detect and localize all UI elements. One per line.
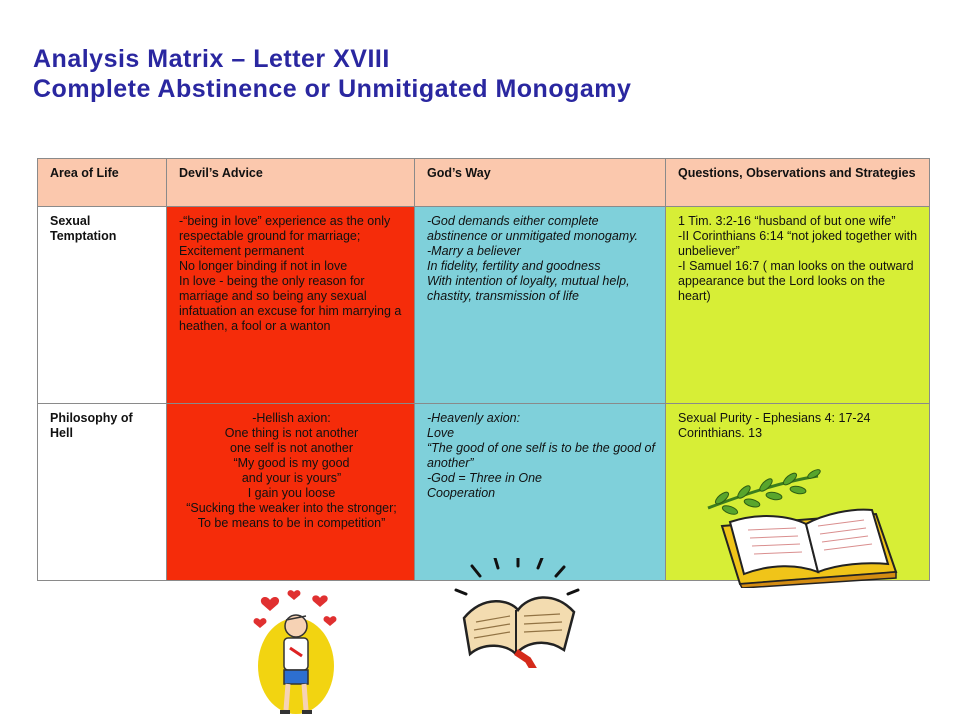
header-gods-way: God’s Way [415, 159, 666, 207]
note-line: Sexual Purity - Ephesians 4: 17-24 [678, 411, 871, 425]
devil-line: One thing is not another [224, 426, 359, 440]
table-header-row [38, 159, 930, 207]
confused-man-with-hearts-icon [250, 586, 342, 720]
devil-advice-cell [167, 207, 415, 404]
gods-way-cell [415, 404, 666, 581]
notes-cell [666, 207, 930, 404]
devil-line: “Sucking the weaker into the stronger; To be means to be in competition” [186, 501, 397, 530]
open-book-with-laurel-icon [700, 468, 900, 588]
devil-line: In love - being the only reason for marriage and so being any sexual infatuation an excuse for him marrying a heathen, a fool or a wanton [179, 274, 402, 333]
god-line: Cooperation [427, 486, 496, 500]
god-line: “The good of one self is to be the good of another” [427, 441, 655, 470]
table-row [38, 207, 930, 404]
header-questions: Questions, Observations and Strategies [666, 159, 930, 207]
slide-title [33, 44, 631, 104]
god-line: Love [427, 426, 455, 440]
devil-line: -“being in love” experience as the only respectable ground for marriage; [179, 214, 391, 243]
note-line: -II Corinthians 6:14 “not joked together with unbeliever” [678, 229, 918, 258]
god-line: -God = Three in One [427, 471, 542, 485]
devil-line: I gain you loose [247, 486, 336, 500]
header-devils-advice: Devil’s Advice [167, 159, 415, 207]
area-cell: Sexual Temptation [38, 207, 167, 404]
god-line: With intention of loyalty, mutual help, chastity, transmission of life [427, 274, 630, 303]
devil-line: No longer binding if not in love [179, 259, 348, 273]
god-line: -Marry a believer [427, 244, 521, 258]
devil-advice-cell [167, 404, 415, 581]
note-line: -I Samuel 16:7 ( man looks on the outward appearance but the Lord looks on the heart) [678, 259, 914, 303]
devil-line: “My good is my good [233, 456, 350, 470]
gods-way-cell [415, 207, 666, 404]
title-line-1: Analysis Matrix – Letter XVIII [33, 45, 390, 73]
god-line: -Heavenly axion: [427, 411, 521, 425]
god-line: -God demands either complete abstinence or unmitigated monogamy. [427, 214, 638, 243]
god-line: In fidelity, fertility and goodness [427, 259, 601, 273]
note-line: 1 Tim. 3:2-16 “husband of but one wife” [678, 214, 896, 228]
devil-line: Excitement permanent [179, 244, 305, 258]
devil-line: one self is not another [230, 441, 353, 455]
header-area-of-life: Area of Life [38, 159, 167, 207]
area-cell: Philosophy of Hell [38, 404, 167, 581]
devil-line: -Hellish axion: [252, 411, 331, 425]
devil-line: and your is yours” [241, 471, 342, 485]
glowing-old-book-icon [454, 558, 580, 668]
title-line-2: Complete Abstinence or Unmitigated Monogamy [33, 75, 632, 103]
note-line: Corinthians. 13 [678, 426, 763, 440]
